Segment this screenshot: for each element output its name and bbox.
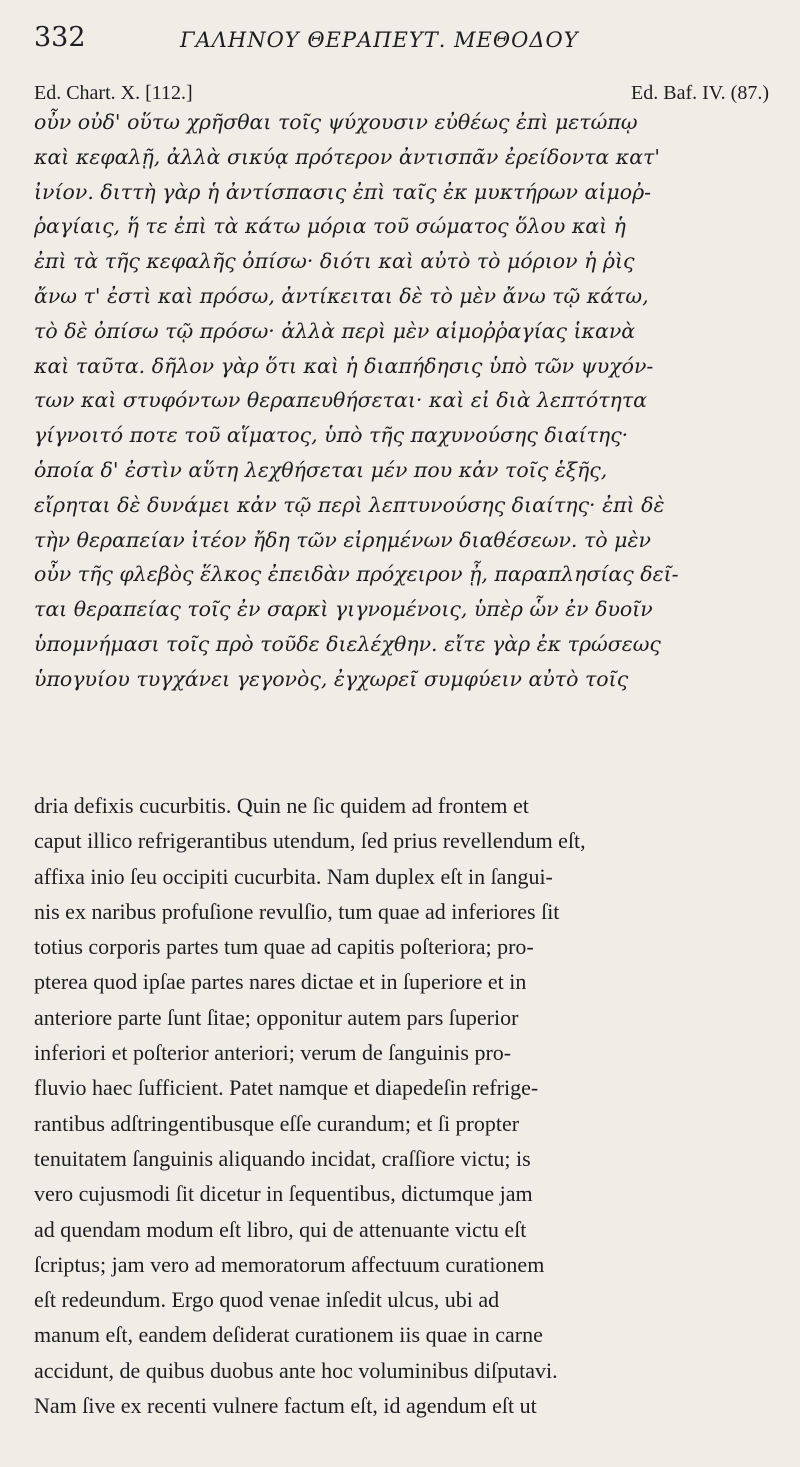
greek-text-line: ὑπογυίου τυγχάνει γεγονὸς, ἐγχωρεῖ συμφύειν αὐτὸ τοῖς [34, 666, 629, 691]
latin-text-line: dria defixis cucurbitis. Quin ne ſic quidem ad frontem et [34, 793, 529, 818]
latin-text-line: pterea quod ipſae partes nares dictae et in ſuperiore et in [34, 969, 527, 995]
greek-text-line: ἐπὶ τὰ τῆς κεφαλῆς ὀπίσω· διότι καὶ αὐτὸ τὸ μόριον ἡ ῥὶς [34, 249, 635, 274]
latin-text-line: tenuitatem ſanguinis aliquando incidat, craſſiore victu; is [34, 1145, 531, 1171]
latin-text-line: caput illico refrigerantibus utendum, ſed prius revellendum eſt, [34, 828, 586, 854]
latin-text-line: vero cujusmodi ſit dicetur in ſequentibus, dictumque jam [34, 1181, 533, 1207]
edition-ref-chart: Ed. Chart. X. [112.] [34, 82, 193, 104]
latin-text-line: Nam ſive ex recenti vulnere factum eſt, id agendum eſt ut [34, 1393, 537, 1419]
greek-text-line: καὶ κεφαλῇ, ἀλλὰ σικύᾳ πρότερον ἀντισπᾶν ἐρείδοντα κατ' [34, 144, 661, 169]
greek-text-line: εἴρηται δὲ δυνάμει κἀν τῷ περὶ λεπτυνούσης διαίτης· ἐπὶ δὲ [34, 492, 665, 517]
latin-text-line: rantibus adſtringentibusque eſſe curandum; et ſi propter [34, 1110, 520, 1136]
greek-text-line: τὴν θεραπείαν ἰτέον ἤδη τῶν εἰρημένων διαθέσεων. τὸ μὲν [34, 527, 651, 552]
greek-text-line: ται θεραπείας τοῖς ἐν σαρκὶ γιγνομένοις, ὑπὲρ ὧν ἐν δυοῖν [34, 597, 653, 622]
page-number: 332 [34, 22, 86, 53]
latin-text-line: inferiori et poſterior anteriori; verum de ſanguinis pro- [34, 1040, 512, 1066]
greek-text-line: ἰνίον. διττὴ γὰρ ἡ ἀντίσπασις ἐπὶ ταῖς ἐκ μυκτήρων αἱμοῤ- [34, 179, 652, 204]
greek-text-line: ὁποία δ' ἐστὶν αὕτη λεχθήσεται μέν που κἀν τοῖς ἑξῆς, [34, 457, 608, 482]
greek-text-line: ἄνω τ' ἐστὶ καὶ πρόσω, ἀντίκειται δὲ τὸ μὲν ἄνω τῷ κάτω, [34, 283, 649, 308]
greek-text-line: ῥαγίαις, ἥ τε ἐπὶ τὰ κάτω μόρια τοῦ σώματος ὅλου καὶ ἡ [34, 214, 626, 239]
latin-text-line: manum eſt, eandem deſiderat curationem iis quae in carne [34, 1322, 543, 1348]
latin-text-line: totius corporis partes tum quae ad capitis poſteriora; pro- [34, 934, 534, 960]
latin-text-line: ad quendam modum eſt libro, qui de attenuante victu eſt [34, 1216, 527, 1242]
latin-text-line: nis ex naribus profuſione revulſio, tum quae ad inferiores ſit [34, 898, 560, 924]
greek-text-line: καὶ ταῦτα. δῆλον γὰρ ὅτι καὶ ἡ διαπήδησις ὑπὸ τῶν ψυχόν- [34, 353, 654, 378]
greek-text-line: γίγνοιτό ποτε τοῦ αἵματος, ὑπὸ τῆς παχυνούσης διαίτης· [34, 423, 629, 448]
greek-text-line: οὖν οὐδ' οὕτω χρῆσθαι τοῖς ψύχουσιν εὐθέως ἐπὶ μετώπῳ [34, 110, 638, 134]
greek-text-line: ὑπομνήμασι τοῖς πρὸ τοῦδε διελέχθην. εἴτε γὰρ ἐκ τρώσεως [34, 631, 661, 656]
latin-text-block [34, 788, 769, 1423]
greek-text-line: τὸ δὲ ὀπίσω τῷ πρόσω· ἀλλὰ περὶ μὲν αἱμοῤῥαγίας ἱκανὰ [34, 318, 636, 343]
edition-ref-basel: Ed. Baf. IV. (87.) [631, 82, 769, 104]
latin-text-line: eſt redeundum. Ergo quod venae inſedit ulcus, ubi ad [34, 1287, 500, 1313]
latin-text-line: fluvio haec ſufficient. Patet namque et diapedeſin refrige- [34, 1075, 539, 1101]
latin-text-line: accidunt, de quibus duobus ante hoc voluminibus diſputavi. [34, 1357, 558, 1383]
greek-text-line: των καὶ στυφόντων θεραπευθήσεται· καὶ εἰ διὰ λεπτότητα [34, 388, 648, 413]
running-title: ΓΑΛΗΝΟΥ ΘΕΡΑΠΕΥΤ. ΜΕΘΟΔΟΥ [180, 28, 579, 52]
latin-text-line: anteriore parte ſunt ſitae; opponitur autem pars ſuperior [34, 1004, 519, 1030]
page-header [34, 22, 774, 62]
latin-text-line: affixa inio ſeu occipiti cucurbita. Nam duplex eſt in ſangui- [34, 863, 553, 889]
greek-text-line: οὖν τῆς φλεβὸς ἕλκος ἐπειδὰν πρόχειρον ᾖ, παραπλησίας δεῖ- [34, 562, 679, 587]
greek-text-block [34, 105, 769, 697]
latin-text-line: ſcriptus; jam vero ad memoratorum affectuum curationem [34, 1251, 545, 1277]
